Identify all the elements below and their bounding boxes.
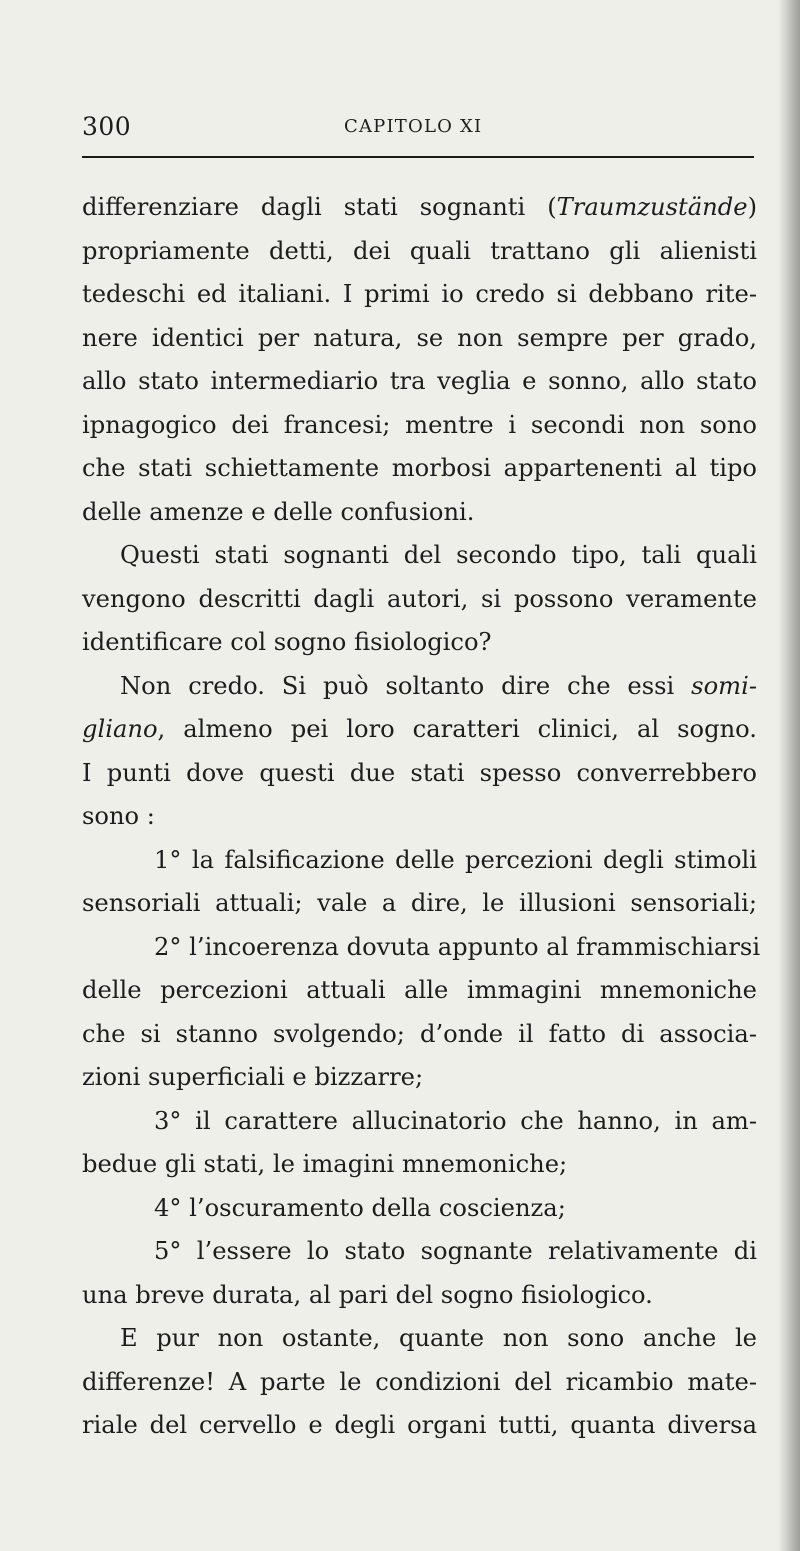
text-line: allo stato intermediario tra veglia e sonno, allo stato	[82, 367, 757, 395]
text-line: sensoriali attuali; vale a dire, le illusioni sensoriali;	[82, 889, 757, 917]
text-line: nere identici per natura, se non sempre per grado,	[82, 323, 757, 352]
text-line: E pur non ostante, quante non sono anche le	[120, 1324, 757, 1352]
text-line: 3° il carattere allucinatorio che hanno, in am-	[154, 1106, 757, 1135]
text-line: una breve durata, al pari del sogno fisiologico.	[82, 1280, 653, 1309]
text-line: delle percezioni attuali alle immagini mnemoniche	[82, 976, 757, 1004]
text-line: bedue gli stati, le imagini mnemoniche;	[82, 1150, 568, 1178]
page-edge-shadow	[778, 0, 800, 1551]
page-header	[82, 112, 742, 146]
text-line: Non credo. Si può soltanto dire che essi somi-	[120, 671, 757, 700]
text-line: differenze! A parte le condizioni del ricambio mate-	[82, 1367, 757, 1396]
header-rule	[82, 156, 754, 158]
text-line: delle amenze e delle confusioni.	[82, 497, 475, 526]
page-number: 300	[82, 112, 132, 141]
text-line: gliano, almeno pei loro caratteri clinici, al sogno.	[82, 715, 757, 743]
text-line: vengono descritti dagli autori, si possono veramente	[82, 584, 757, 613]
text-line: 2° l’incoerenza dovuta appunto al frammischiarsi	[154, 932, 761, 961]
text-line: propriamente detti, dei quali trattano gli alienisti	[82, 236, 757, 265]
text-line: 5° l’essere lo stato sognante relativamente di	[154, 1237, 757, 1265]
text-line: sono :	[82, 802, 155, 830]
text-line: Questi stati sognanti del secondo tipo, tali quali	[120, 541, 757, 569]
text-line: differenziare dagli stati sognanti (Traumzustände)	[82, 193, 757, 221]
text-line: 4° l’oscuramento della coscienza;	[154, 1193, 566, 1222]
text-line: riale del cervello e degli organi tutti, quanta diversa	[82, 1411, 757, 1439]
text-line: che stati schiettamente morbosi appartenenti al tipo	[82, 454, 757, 482]
text-line: identificare col sogno fisiologico?	[82, 628, 492, 656]
text-line: tedeschi ed italiani. I primi io credo si debbano rite-	[82, 280, 757, 308]
text-line: I punti dove questi due stati spesso converrebbero	[82, 758, 757, 787]
text-line: che si stanno svolgendo; d’onde il fatto di associa-	[82, 1019, 757, 1048]
running-head: CAPITOLO XI	[344, 116, 483, 137]
text-line: ipnagogico dei francesi; mentre i secondi non sono	[82, 410, 757, 439]
text-line: zioni superficiali e bizzarre;	[82, 1063, 424, 1091]
body-text	[82, 186, 761, 1448]
text-line: 1° la falsificazione delle percezioni degli stimoli	[154, 845, 757, 874]
